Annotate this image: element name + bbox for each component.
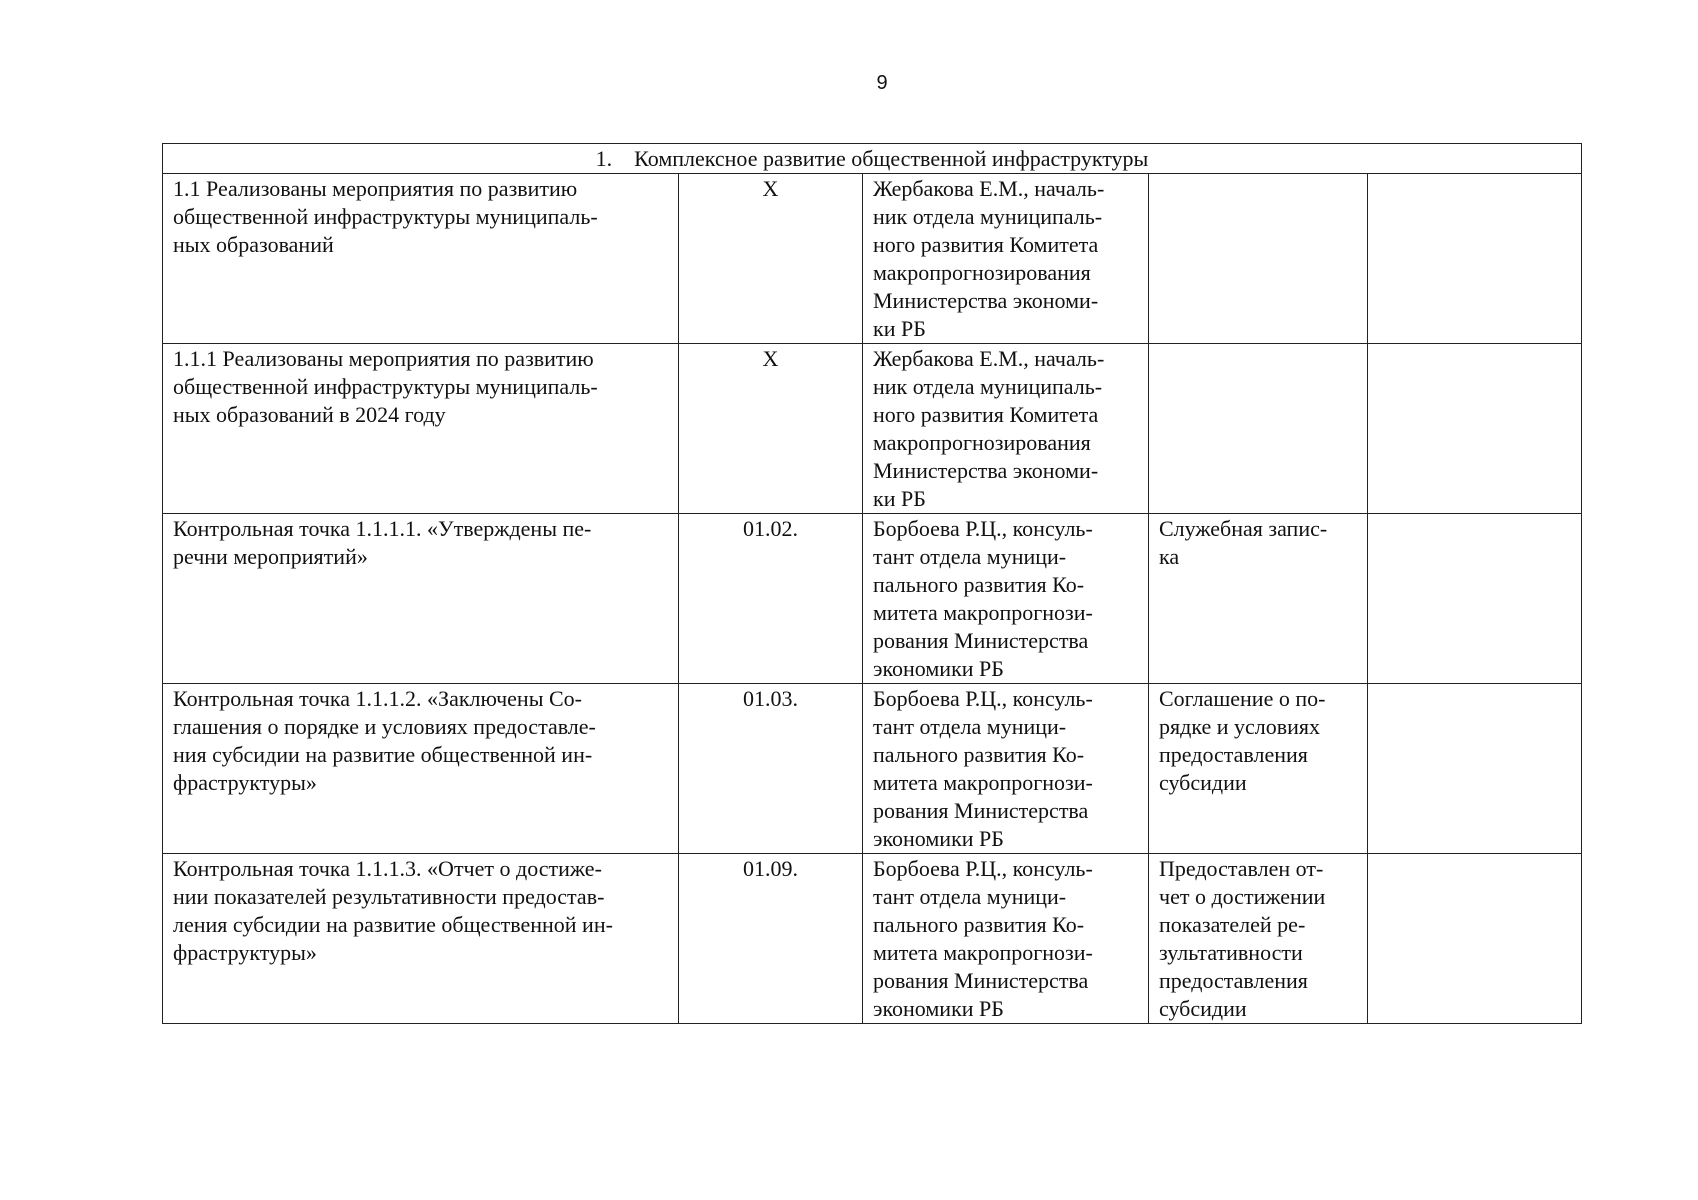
- date-text: Х: [762, 346, 779, 371]
- event-text: 1.1.1 Реализованы мероприятия по развитию общественной инфраструктуры муниципаль- ных образований в 2024 году: [173, 346, 598, 427]
- event-text: Контрольная точка 1.1.1.3. «Отчет о достиже- нии показателей результативности предостав- ления субсидии на развитие общественной ин- фраструктуры»: [173, 856, 613, 965]
- responsible-text: Жербакова Е.М., началь- ник отдела муниципаль- ного развития Комитета макропрогнозирования Министерства экономи- ки РБ: [873, 346, 1105, 511]
- responsible-cell: [863, 344, 1149, 514]
- page-number: 9: [876, 72, 888, 94]
- date-text: 01.03.: [743, 686, 798, 711]
- document-cell: [1149, 344, 1368, 514]
- responsible-text: Борбоева Р.Ц., консуль- тант отдела муници- пального развития Ко- митета макропрогнози- рования Министерства экономики РБ: [873, 516, 1093, 681]
- event-cell: [163, 684, 679, 854]
- extra-cell: [1368, 684, 1582, 854]
- extra-cell: [1368, 344, 1582, 514]
- document-cell: [1149, 514, 1368, 684]
- document-cell: [1149, 174, 1368, 344]
- responsible-cell: [863, 684, 1149, 854]
- event-text: Контрольная точка 1.1.1.1. «Утверждены пе- речни мероприятий»: [173, 516, 592, 569]
- responsible-cell: [863, 854, 1149, 1024]
- document-text: Соглашение о по- рядке и условиях предоставления субсидии: [1159, 686, 1326, 795]
- responsible-cell: [863, 174, 1149, 344]
- event-text: 1.1 Реализованы мероприятия по развитию общественной инфраструктуры муниципаль- ных образований: [173, 176, 598, 257]
- event-cell: [163, 854, 679, 1024]
- section-number: 1.: [595, 146, 613, 171]
- date-cell: [679, 514, 863, 684]
- table-row: [163, 514, 1582, 684]
- event-cell: [163, 344, 679, 514]
- responsible-text: Жербакова Е.М., началь- ник отдела муниципаль- ного развития Комитета макропрогнозирования Министерства экономи- ки РБ: [873, 176, 1105, 341]
- date-text: 01.09.: [743, 856, 798, 881]
- date-cell: [679, 684, 863, 854]
- section-header-cell: [163, 144, 1582, 174]
- event-cell: [163, 514, 679, 684]
- table-row: [163, 344, 1582, 514]
- event-text: Контрольная точка 1.1.1.2. «Заключены Со- глашения о порядке и условиях предоставле- ния субсидии на развитие общественной ин- фраструктуры»: [173, 686, 596, 795]
- table-row: [163, 854, 1582, 1024]
- section-title: Комплексное развитие общественной инфраструктуры: [634, 146, 1149, 171]
- document-text: Предоставлен от- чет о достижении показателей ре- зультативности предоставления субсидии: [1159, 856, 1326, 1021]
- document-cell: [1149, 854, 1368, 1024]
- section-header-row: [163, 144, 1582, 174]
- extra-cell: [1368, 174, 1582, 344]
- extra-cell: [1368, 514, 1582, 684]
- responsible-text: Борбоева Р.Ц., консуль- тант отдела муници- пального развития Ко- митета макропрогнози- рования Министерства экономики РБ: [873, 686, 1093, 851]
- date-cell: [679, 174, 863, 344]
- table-row: [163, 684, 1582, 854]
- extra-cell: [1368, 854, 1582, 1024]
- date-text: Х: [762, 176, 779, 201]
- document-text: Служебная запис- ка: [1159, 516, 1328, 569]
- plan-table: [162, 143, 1582, 1024]
- responsible-text: Борбоева Р.Ц., консуль- тант отдела муници- пального развития Ко- митета макропрогнози- рования Министерства экономики РБ: [873, 856, 1093, 1021]
- date-cell: [679, 854, 863, 1024]
- document-cell: [1149, 684, 1368, 854]
- responsible-cell: [863, 514, 1149, 684]
- date-text: 01.02.: [743, 516, 798, 541]
- table-row: [163, 174, 1582, 344]
- date-cell: [679, 344, 863, 514]
- event-cell: [163, 174, 679, 344]
